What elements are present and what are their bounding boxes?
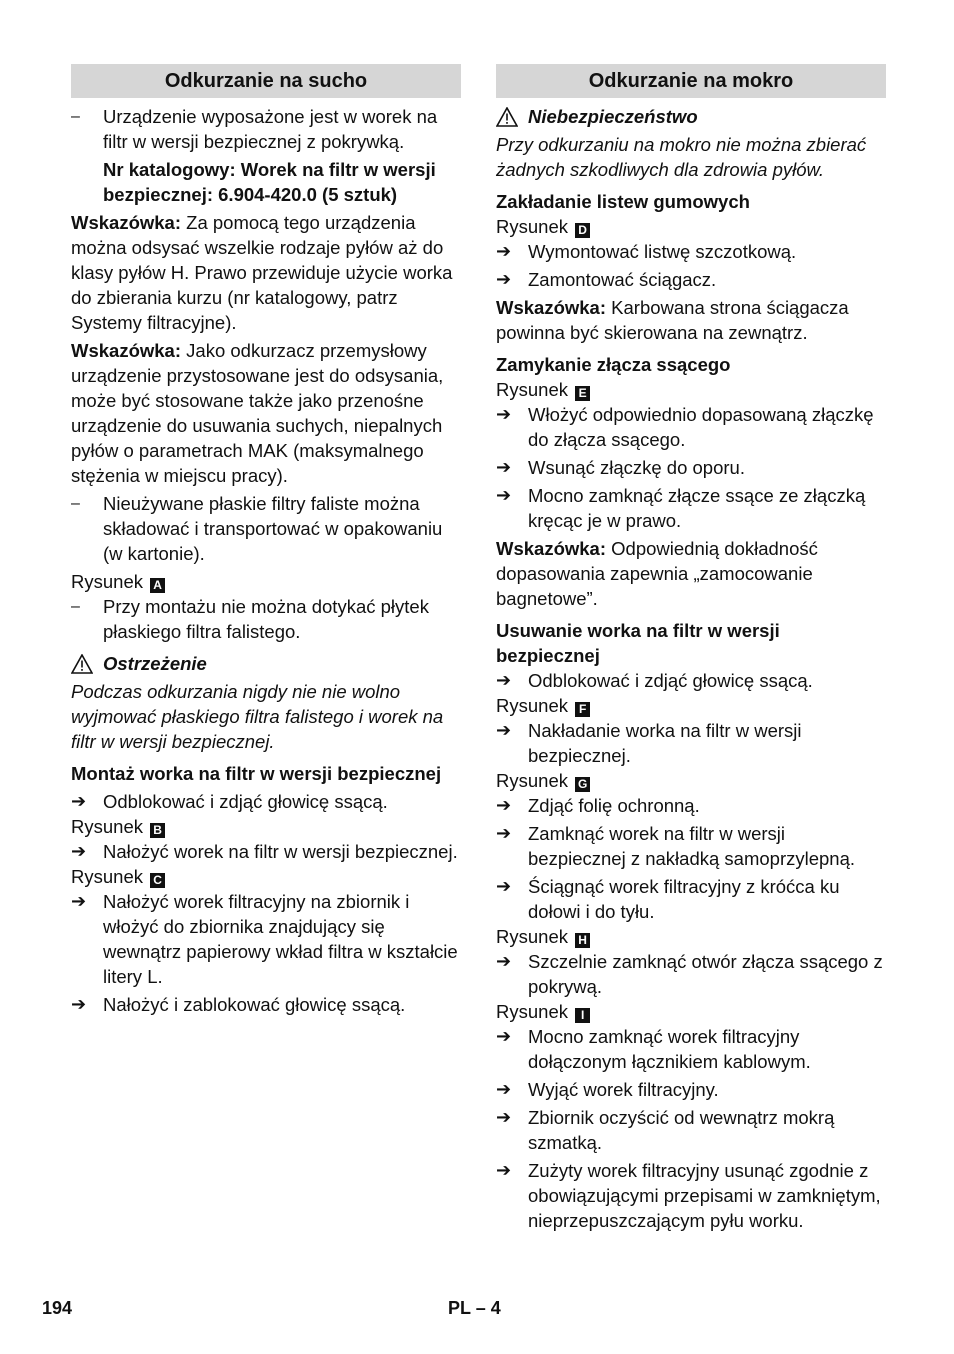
note-paragraph: Wskazówka: Odpowiednią dokładność dopasowania zapewnia „zamocowanie bagnetowe”. [496, 538, 818, 609]
warning-title: Ostrzeżenie [71, 651, 461, 676]
step-item: ➔ Wymontować listwę szczotkową. [496, 241, 797, 262]
list-item: – Nieużywane płaskie filtry faliste można składować i transportować w opakowaniu (w kartonie). [71, 493, 443, 564]
note-paragraph: Wskazówka: Za pomocą tego urządzenia można odsysać wszelkie rodzaje pyłów aż do klasy pyłów H. Prawo przewiduje użycie worka do zbierania kurzu (nr katalogowy, patrz Systemy filtracyjne). [71, 212, 453, 333]
danger-text: Przy odkurzaniu na mokro nie można zbierać żadnych szkodliwych dla zdrowia pyłów. [496, 134, 867, 180]
step-item: ➔ Zbiornik oczyścić od wewnątrz mokrą szmatką. [496, 1107, 835, 1153]
warning-triangle-icon [71, 654, 93, 674]
figure-ref: Rysunek C [71, 864, 461, 889]
section-header-wet: Odkurzanie na mokro [496, 64, 886, 98]
arrow-icon: ➔ [496, 1026, 512, 1046]
arrow-icon: ➔ [496, 876, 512, 896]
arrow-icon: ➔ [496, 457, 512, 477]
figure-badge: I [575, 1008, 590, 1023]
step-item: ➔ Zużyty worek filtracyjny usunąć zgodnie z obowiązującymi przepisami w zamkniętym, nieprzepuszczającym pyłu worku. [496, 1160, 881, 1231]
figure-ref: Rysunek B [71, 814, 461, 839]
figure-badge: H [575, 933, 590, 948]
figure-ref: Rysunek D [496, 214, 886, 239]
arrow-icon: ➔ [496, 1107, 512, 1127]
arrow-icon: ➔ [496, 1079, 512, 1099]
figure-ref: Rysunek A [71, 569, 461, 594]
section-header-dry: Odkurzanie na sucho [71, 64, 461, 98]
footer-language: PL – 4 [448, 1298, 501, 1318]
figure-badge: D [575, 223, 590, 238]
step-item: ➔ Odblokować i zdjąć głowicę ssącą. [496, 670, 813, 691]
step-item: ➔ Zamontować ściągacz. [496, 269, 717, 290]
arrow-icon: ➔ [71, 891, 87, 911]
step-item: ➔ Zdjąć folię ochronną. [496, 795, 700, 816]
step-item: ➔ Wyjąć worek filtracyjny. [496, 1079, 719, 1100]
figure-ref: Rysunek F [496, 693, 886, 718]
step-item: ➔ Wsunąć złączkę do oporu. [496, 457, 745, 478]
warning-triangle-icon [496, 107, 518, 127]
figure-ref: Rysunek I [496, 999, 886, 1024]
list-item: – Urządzenie wyposażone jest w worek na filtr w wersji bezpiecznej z pokrywką. [71, 106, 438, 152]
arrow-icon: ➔ [496, 485, 512, 505]
warning-text: Podczas odkurzania nigdy nie nie wolno wyjmować płaskiego filtra falistego i worek na filtr w wersji bezpiecznej. [71, 681, 444, 752]
arrow-icon: ➔ [496, 951, 512, 971]
arrow-icon: ➔ [496, 404, 512, 424]
step-item: ➔ Mocno zamknąć złącze ssące ze złączką kręcąc je w prawo. [496, 485, 866, 531]
page-number: 194 [42, 1298, 73, 1318]
step-item: ➔ Odblokować i zdjąć głowicę ssącą. [71, 791, 388, 812]
arrow-icon: ➔ [496, 795, 512, 815]
step-item: ➔ Ściągnąć worek filtracyjny z króćca ku dołowi i do tyłu. [496, 876, 840, 922]
figure-badge: E [575, 386, 590, 401]
arrow-icon: ➔ [496, 670, 512, 690]
right-column [496, 64, 886, 1233]
step-item: ➔ Mocno zamknąć worek filtracyjny dołączonym łącznikiem kablowym. [496, 1026, 811, 1072]
step-item: ➔ Nałożyć i zablokować głowicę ssącą. [71, 994, 406, 1015]
subsection-title: Zamykanie złącza ssącego [496, 354, 731, 375]
list-item: – Przy montażu nie można dotykać płytek płaskiego filtra falistego. [71, 596, 429, 642]
arrow-icon: ➔ [496, 241, 512, 261]
figure-badge: B [150, 823, 165, 838]
left-column [71, 64, 461, 1017]
figure-badge: C [150, 873, 165, 888]
arrow-icon: ➔ [496, 823, 512, 843]
arrow-icon: ➔ [71, 841, 87, 861]
catalog-number: Nr katalogowy: Worek na filtr w wersji bezpiecznej: 6.904-420.0 (5 sztuk) [103, 159, 436, 205]
arrow-icon: ➔ [71, 791, 87, 811]
note-paragraph: Wskazówka: Karbowana strona ściągacza powinna być skierowana na zewnątrz. [496, 297, 849, 343]
subsection-title: Zakładanie listew gumowych [496, 191, 750, 212]
arrow-icon: ➔ [496, 269, 512, 289]
step-item: ➔ Nałożyć worek filtracyjny na zbiornik i włożyć do zbiornika znajdujący się wewnątrz papierowy wkład filtra w kształcie litery L. [71, 891, 458, 987]
figure-ref: Rysunek E [496, 377, 886, 402]
note-paragraph: Wskazówka: Jako odkurzacz przemysłowy urządzenie przystosowane jest do odsysania, może być stosowane także jako przenośne urządzenie do usuwania suchych, niepalnych pyłów o parametrach MAK (maksymalnego stężenia w miejscu pracy). [71, 340, 444, 486]
arrow-icon: ➔ [496, 720, 512, 740]
arrow-icon: ➔ [496, 1160, 512, 1180]
figure-ref: Rysunek H [496, 924, 886, 949]
step-item: ➔ Szczelnie zamknąć otwór złącza ssącego z pokrywą. [496, 951, 883, 997]
danger-title: Niebezpieczeństwo [496, 104, 886, 129]
arrow-icon: ➔ [71, 994, 87, 1014]
step-item: ➔ Zamknąć worek na filtr w wersji bezpiecznej z nakładką samoprzylepną. [496, 823, 856, 869]
step-item: ➔ Nakładanie worka na filtr w wersji bezpiecznej. [496, 720, 802, 766]
subsection-title: Usuwanie worka na filtr w wersji bezpiecznej [496, 620, 780, 666]
figure-ref: Rysunek G [496, 768, 886, 793]
figure-badge: G [575, 777, 590, 792]
step-item: ➔ Włożyć odpowiednio dopasowaną złączkę do złącza ssącego. [496, 404, 874, 450]
figure-badge: A [150, 578, 165, 593]
figure-badge: F [575, 702, 590, 717]
subsection-title: Montaż worka na filtr w wersji bezpiecznej [71, 763, 442, 784]
step-item: ➔ Nałożyć worek na filtr w wersji bezpiecznej. [71, 841, 458, 862]
